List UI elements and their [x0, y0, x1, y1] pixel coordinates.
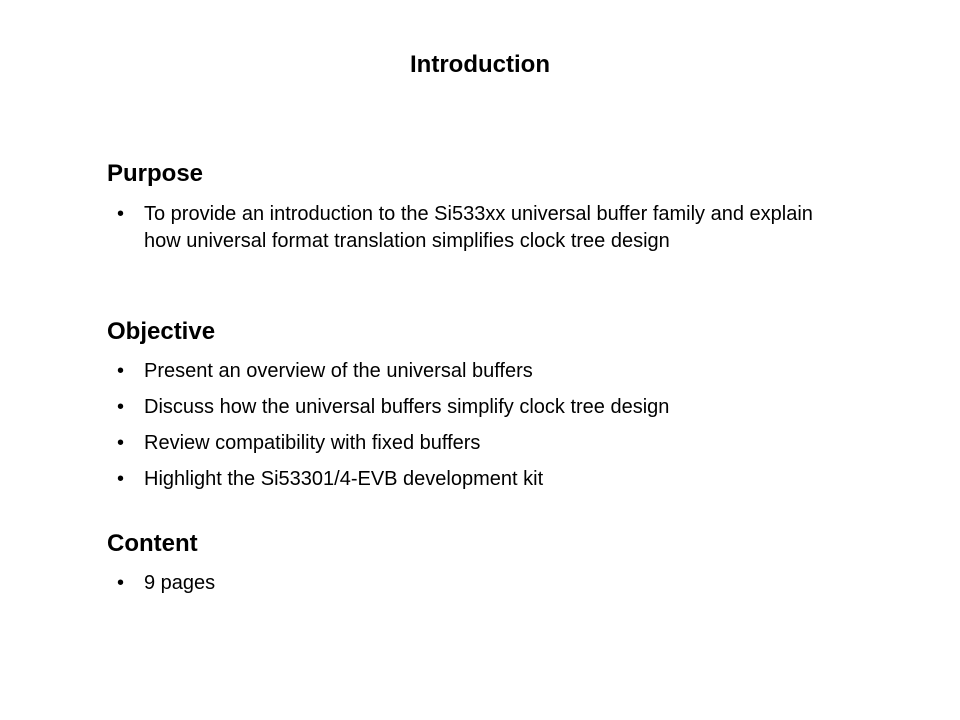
- bullet-dot-icon: •: [117, 572, 125, 594]
- bullet-text: Present an overview of the universal buffers: [144, 360, 533, 382]
- bullet-dot-icon: •: [117, 432, 125, 454]
- section-heading-objective: Objective: [107, 318, 216, 345]
- bullet-item: [117, 466, 837, 493]
- bullet-text: Highlight the Si53301/4-EVB development kit: [144, 468, 544, 490]
- slide-title: Introduction: [410, 51, 550, 78]
- bullet-dot-icon: •: [117, 396, 125, 418]
- bullet-item: [117, 430, 837, 457]
- objective-bullet-list: [117, 358, 837, 493]
- bullet-dot-icon: •: [117, 360, 125, 382]
- bullet-text: Review compatibility with fixed buffers: [144, 432, 481, 454]
- bullet-item: [117, 358, 837, 385]
- bullet-text: To provide an introduction to the Si533xx universal buffer family and explain how universal format translation simplifies clock tree design: [144, 203, 813, 252]
- bullet-dot-icon: •: [117, 468, 125, 490]
- bullet-text: Discuss how the universal buffers simplify clock tree design: [144, 396, 670, 418]
- bullet-item: [117, 394, 837, 421]
- bullet-text: 9 pages: [144, 572, 216, 594]
- section-heading-purpose: Purpose: [107, 160, 204, 187]
- purpose-bullet-list: [117, 201, 837, 255]
- bullet-item: [117, 201, 834, 255]
- section-heading-content: Content: [107, 530, 198, 557]
- content-bullet-list: [117, 570, 837, 597]
- bullet-item: [117, 570, 837, 597]
- bullet-dot-icon: •: [117, 203, 125, 225]
